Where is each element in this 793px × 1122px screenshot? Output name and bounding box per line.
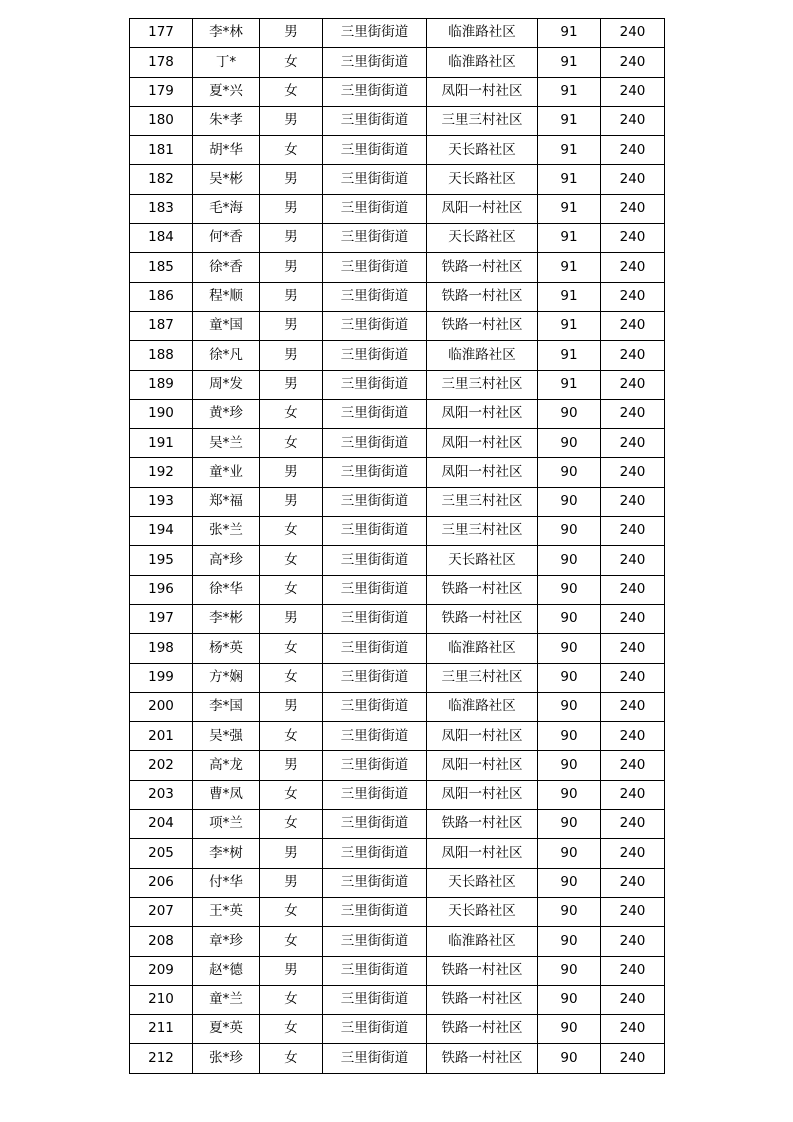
street-cell: 三里街街道 <box>323 839 427 868</box>
table-row <box>130 77 665 106</box>
name-cell: 朱*孝 <box>193 106 260 135</box>
table-row <box>130 751 665 780</box>
table-row <box>130 722 665 751</box>
table-row <box>130 253 665 282</box>
serial-number-cell: 189 <box>130 370 193 399</box>
gender-cell: 男 <box>260 341 323 370</box>
table-row <box>130 517 665 546</box>
amount-cell: 240 <box>601 1044 665 1073</box>
community-cell: 凤阳一村社区 <box>427 722 538 751</box>
gender-cell: 男 <box>260 458 323 487</box>
serial-number-cell: 191 <box>130 429 193 458</box>
gender-cell: 女 <box>260 927 323 956</box>
amount-cell: 240 <box>601 956 665 985</box>
amount-cell: 240 <box>601 19 665 48</box>
community-cell: 铁路一村社区 <box>427 575 538 604</box>
serial-number-cell: 199 <box>130 663 193 692</box>
name-cell: 曹*凤 <box>193 780 260 809</box>
age-cell: 90 <box>538 956 601 985</box>
gender-cell: 女 <box>260 429 323 458</box>
street-cell: 三里街街道 <box>323 194 427 223</box>
serial-number-cell: 182 <box>130 165 193 194</box>
community-cell: 铁路一村社区 <box>427 956 538 985</box>
name-cell: 杨*英 <box>193 634 260 663</box>
amount-cell: 240 <box>601 429 665 458</box>
amount-cell: 240 <box>601 194 665 223</box>
table-row <box>130 575 665 604</box>
name-cell: 夏*兴 <box>193 77 260 106</box>
table-row <box>130 839 665 868</box>
table-row <box>130 19 665 48</box>
table-row <box>130 546 665 575</box>
name-cell: 何*香 <box>193 224 260 253</box>
community-cell: 凤阳一村社区 <box>427 429 538 458</box>
street-cell: 三里街街道 <box>323 780 427 809</box>
street-cell: 三里街街道 <box>323 136 427 165</box>
name-cell: 丁* <box>193 48 260 77</box>
amount-cell: 240 <box>601 517 665 546</box>
gender-cell: 男 <box>260 282 323 311</box>
table-row <box>130 780 665 809</box>
serial-number-cell: 206 <box>130 868 193 897</box>
age-cell: 90 <box>538 634 601 663</box>
age-cell: 91 <box>538 224 601 253</box>
name-cell: 徐*凡 <box>193 341 260 370</box>
gender-cell: 女 <box>260 897 323 926</box>
street-cell: 三里街街道 <box>323 19 427 48</box>
table-row <box>130 985 665 1014</box>
amount-cell: 240 <box>601 663 665 692</box>
name-cell: 吴*强 <box>193 722 260 751</box>
community-cell: 天长路社区 <box>427 897 538 926</box>
table-row <box>130 604 665 633</box>
gender-cell: 女 <box>260 722 323 751</box>
age-cell: 90 <box>538 546 601 575</box>
gender-cell: 男 <box>260 194 323 223</box>
name-cell: 吴*兰 <box>193 429 260 458</box>
amount-cell: 240 <box>601 897 665 926</box>
serial-number-cell: 193 <box>130 487 193 516</box>
serial-number-cell: 194 <box>130 517 193 546</box>
table-row <box>130 48 665 77</box>
street-cell: 三里街街道 <box>323 634 427 663</box>
table-row <box>130 165 665 194</box>
name-cell: 夏*英 <box>193 1015 260 1044</box>
serial-number-cell: 181 <box>130 136 193 165</box>
table-row <box>130 897 665 926</box>
table-row <box>130 927 665 956</box>
gender-cell: 女 <box>260 399 323 428</box>
street-cell: 三里街街道 <box>323 575 427 604</box>
community-cell: 临淮路社区 <box>427 692 538 721</box>
serial-number-cell: 184 <box>130 224 193 253</box>
gender-cell: 女 <box>260 136 323 165</box>
table-row <box>130 663 665 692</box>
name-cell: 童*兰 <box>193 985 260 1014</box>
community-cell: 三里三村社区 <box>427 517 538 546</box>
community-cell: 天长路社区 <box>427 136 538 165</box>
serial-number-cell: 204 <box>130 810 193 839</box>
street-cell: 三里街街道 <box>323 956 427 985</box>
age-cell: 90 <box>538 517 601 546</box>
serial-number-cell: 180 <box>130 106 193 135</box>
amount-cell: 240 <box>601 1015 665 1044</box>
community-cell: 天长路社区 <box>427 546 538 575</box>
table-row <box>130 370 665 399</box>
age-cell: 91 <box>538 311 601 340</box>
amount-cell: 240 <box>601 780 665 809</box>
community-cell: 铁路一村社区 <box>427 810 538 839</box>
name-cell: 毛*海 <box>193 194 260 223</box>
table-row <box>130 1015 665 1044</box>
community-cell: 临淮路社区 <box>427 48 538 77</box>
age-cell: 90 <box>538 810 601 839</box>
gender-cell: 男 <box>260 839 323 868</box>
street-cell: 三里街街道 <box>323 546 427 575</box>
serial-number-cell: 183 <box>130 194 193 223</box>
street-cell: 三里街街道 <box>323 985 427 1014</box>
table-row <box>130 692 665 721</box>
table-row <box>130 311 665 340</box>
community-cell: 三里三村社区 <box>427 487 538 516</box>
street-cell: 三里街街道 <box>323 692 427 721</box>
street-cell: 三里街街道 <box>323 868 427 897</box>
amount-cell: 240 <box>601 106 665 135</box>
amount-cell: 240 <box>601 722 665 751</box>
street-cell: 三里街街道 <box>323 487 427 516</box>
amount-cell: 240 <box>601 604 665 633</box>
serial-number-cell: 188 <box>130 341 193 370</box>
name-cell: 李*国 <box>193 692 260 721</box>
name-cell: 赵*德 <box>193 956 260 985</box>
street-cell: 三里街街道 <box>323 253 427 282</box>
gender-cell: 男 <box>260 751 323 780</box>
community-cell: 铁路一村社区 <box>427 253 538 282</box>
serial-number-cell: 197 <box>130 604 193 633</box>
name-cell: 童*业 <box>193 458 260 487</box>
name-cell: 郑*福 <box>193 487 260 516</box>
street-cell: 三里街街道 <box>323 1044 427 1073</box>
age-cell: 90 <box>538 692 601 721</box>
gender-cell: 男 <box>260 692 323 721</box>
community-cell: 凤阳一村社区 <box>427 458 538 487</box>
street-cell: 三里街街道 <box>323 370 427 399</box>
table-row <box>130 224 665 253</box>
community-cell: 铁路一村社区 <box>427 985 538 1014</box>
name-cell: 高*龙 <box>193 751 260 780</box>
name-cell: 程*顺 <box>193 282 260 311</box>
serial-number-cell: 208 <box>130 927 193 956</box>
community-cell: 凤阳一村社区 <box>427 751 538 780</box>
amount-cell: 240 <box>601 224 665 253</box>
name-cell: 付*华 <box>193 868 260 897</box>
street-cell: 三里街街道 <box>323 897 427 926</box>
community-cell: 铁路一村社区 <box>427 1015 538 1044</box>
serial-number-cell: 210 <box>130 985 193 1014</box>
street-cell: 三里街街道 <box>323 282 427 311</box>
street-cell: 三里街街道 <box>323 429 427 458</box>
name-cell: 李*彬 <box>193 604 260 633</box>
name-cell: 童*国 <box>193 311 260 340</box>
gender-cell: 男 <box>260 253 323 282</box>
serial-number-cell: 203 <box>130 780 193 809</box>
age-cell: 91 <box>538 253 601 282</box>
serial-number-cell: 177 <box>130 19 193 48</box>
name-cell: 徐*华 <box>193 575 260 604</box>
age-cell: 91 <box>538 19 601 48</box>
table-row <box>130 429 665 458</box>
gender-cell: 男 <box>260 956 323 985</box>
gender-cell: 女 <box>260 546 323 575</box>
serial-number-cell: 211 <box>130 1015 193 1044</box>
name-cell: 吴*彬 <box>193 165 260 194</box>
age-cell: 90 <box>538 575 601 604</box>
table-row <box>130 1044 665 1073</box>
serial-number-cell: 205 <box>130 839 193 868</box>
amount-cell: 240 <box>601 136 665 165</box>
age-cell: 90 <box>538 429 601 458</box>
name-cell: 李*树 <box>193 839 260 868</box>
street-cell: 三里街街道 <box>323 751 427 780</box>
amount-cell: 240 <box>601 458 665 487</box>
age-cell: 90 <box>538 1015 601 1044</box>
street-cell: 三里街街道 <box>323 311 427 340</box>
age-cell: 90 <box>538 751 601 780</box>
street-cell: 三里街街道 <box>323 399 427 428</box>
street-cell: 三里街街道 <box>323 341 427 370</box>
age-cell: 90 <box>538 604 601 633</box>
table-row <box>130 399 665 428</box>
age-cell: 90 <box>538 780 601 809</box>
name-cell: 方*娴 <box>193 663 260 692</box>
street-cell: 三里街街道 <box>323 927 427 956</box>
community-cell: 铁路一村社区 <box>427 604 538 633</box>
serial-number-cell: 207 <box>130 897 193 926</box>
age-cell: 91 <box>538 106 601 135</box>
serial-number-cell: 190 <box>130 399 193 428</box>
age-cell: 91 <box>538 77 601 106</box>
community-cell: 凤阳一村社区 <box>427 77 538 106</box>
age-cell: 90 <box>538 868 601 897</box>
roster-table-body <box>130 19 665 1074</box>
street-cell: 三里街街道 <box>323 810 427 839</box>
community-cell: 凤阳一村社区 <box>427 194 538 223</box>
gender-cell: 男 <box>260 106 323 135</box>
community-cell: 天长路社区 <box>427 224 538 253</box>
name-cell: 章*珍 <box>193 927 260 956</box>
name-cell: 周*发 <box>193 370 260 399</box>
street-cell: 三里街街道 <box>323 48 427 77</box>
age-cell: 91 <box>538 282 601 311</box>
age-cell: 90 <box>538 458 601 487</box>
gender-cell: 女 <box>260 77 323 106</box>
community-cell: 临淮路社区 <box>427 927 538 956</box>
gender-cell: 女 <box>260 663 323 692</box>
community-cell: 临淮路社区 <box>427 19 538 48</box>
amount-cell: 240 <box>601 927 665 956</box>
gender-cell: 女 <box>260 48 323 77</box>
table-row <box>130 136 665 165</box>
gender-cell: 男 <box>260 868 323 897</box>
amount-cell: 240 <box>601 985 665 1014</box>
community-cell: 铁路一村社区 <box>427 311 538 340</box>
community-cell: 铁路一村社区 <box>427 1044 538 1073</box>
serial-number-cell: 192 <box>130 458 193 487</box>
age-cell: 91 <box>538 194 601 223</box>
street-cell: 三里街街道 <box>323 604 427 633</box>
age-cell: 91 <box>538 165 601 194</box>
street-cell: 三里街街道 <box>323 458 427 487</box>
age-cell: 91 <box>538 370 601 399</box>
community-cell: 三里三村社区 <box>427 663 538 692</box>
name-cell: 张*珍 <box>193 1044 260 1073</box>
amount-cell: 240 <box>601 810 665 839</box>
name-cell: 徐*香 <box>193 253 260 282</box>
table-row <box>130 956 665 985</box>
serial-number-cell: 185 <box>130 253 193 282</box>
street-cell: 三里街街道 <box>323 722 427 751</box>
street-cell: 三里街街道 <box>323 106 427 135</box>
street-cell: 三里街街道 <box>323 165 427 194</box>
age-cell: 90 <box>538 399 601 428</box>
amount-cell: 240 <box>601 575 665 604</box>
age-cell: 90 <box>538 927 601 956</box>
amount-cell: 240 <box>601 341 665 370</box>
gender-cell: 男 <box>260 487 323 516</box>
amount-cell: 240 <box>601 634 665 663</box>
table-row <box>130 341 665 370</box>
age-cell: 90 <box>538 839 601 868</box>
gender-cell: 女 <box>260 1015 323 1044</box>
community-cell: 三里三村社区 <box>427 106 538 135</box>
name-cell: 胡*华 <box>193 136 260 165</box>
name-cell: 黄*珍 <box>193 399 260 428</box>
age-cell: 90 <box>538 1044 601 1073</box>
name-cell: 高*珍 <box>193 546 260 575</box>
table-row <box>130 810 665 839</box>
community-cell: 铁路一村社区 <box>427 282 538 311</box>
gender-cell: 女 <box>260 1044 323 1073</box>
serial-number-cell: 186 <box>130 282 193 311</box>
age-cell: 91 <box>538 48 601 77</box>
community-cell: 临淮路社区 <box>427 341 538 370</box>
serial-number-cell: 187 <box>130 311 193 340</box>
table-row <box>130 282 665 311</box>
amount-cell: 240 <box>601 253 665 282</box>
gender-cell: 男 <box>260 370 323 399</box>
amount-cell: 240 <box>601 370 665 399</box>
amount-cell: 240 <box>601 546 665 575</box>
serial-number-cell: 201 <box>130 722 193 751</box>
name-cell: 项*兰 <box>193 810 260 839</box>
age-cell: 90 <box>538 985 601 1014</box>
amount-cell: 240 <box>601 751 665 780</box>
gender-cell: 男 <box>260 604 323 633</box>
serial-number-cell: 209 <box>130 956 193 985</box>
street-cell: 三里街街道 <box>323 77 427 106</box>
amount-cell: 240 <box>601 165 665 194</box>
serial-number-cell: 202 <box>130 751 193 780</box>
age-cell: 91 <box>538 136 601 165</box>
gender-cell: 男 <box>260 311 323 340</box>
age-cell: 90 <box>538 487 601 516</box>
table-row <box>130 634 665 663</box>
community-cell: 临淮路社区 <box>427 634 538 663</box>
gender-cell: 女 <box>260 634 323 663</box>
gender-cell: 男 <box>260 224 323 253</box>
amount-cell: 240 <box>601 692 665 721</box>
table-row <box>130 458 665 487</box>
table-row <box>130 106 665 135</box>
serial-number-cell: 196 <box>130 575 193 604</box>
gender-cell: 男 <box>260 19 323 48</box>
community-cell: 三里三村社区 <box>427 370 538 399</box>
table-row <box>130 194 665 223</box>
amount-cell: 240 <box>601 868 665 897</box>
name-cell: 李*林 <box>193 19 260 48</box>
name-cell: 张*兰 <box>193 517 260 546</box>
age-cell: 91 <box>538 341 601 370</box>
amount-cell: 240 <box>601 839 665 868</box>
street-cell: 三里街街道 <box>323 1015 427 1044</box>
community-cell: 天长路社区 <box>427 165 538 194</box>
table-row <box>130 487 665 516</box>
serial-number-cell: 198 <box>130 634 193 663</box>
amount-cell: 240 <box>601 399 665 428</box>
amount-cell: 240 <box>601 77 665 106</box>
serial-number-cell: 200 <box>130 692 193 721</box>
amount-cell: 240 <box>601 282 665 311</box>
gender-cell: 男 <box>260 165 323 194</box>
serial-number-cell: 195 <box>130 546 193 575</box>
name-cell: 王*英 <box>193 897 260 926</box>
street-cell: 三里街街道 <box>323 517 427 546</box>
community-cell: 凤阳一村社区 <box>427 839 538 868</box>
gender-cell: 女 <box>260 517 323 546</box>
gender-cell: 女 <box>260 985 323 1014</box>
amount-cell: 240 <box>601 487 665 516</box>
table-row <box>130 868 665 897</box>
amount-cell: 240 <box>601 311 665 340</box>
community-cell: 凤阳一村社区 <box>427 780 538 809</box>
serial-number-cell: 178 <box>130 48 193 77</box>
age-cell: 90 <box>538 663 601 692</box>
gender-cell: 女 <box>260 575 323 604</box>
serial-number-cell: 212 <box>130 1044 193 1073</box>
age-cell: 90 <box>538 897 601 926</box>
community-cell: 凤阳一村社区 <box>427 399 538 428</box>
street-cell: 三里街街道 <box>323 224 427 253</box>
community-cell: 天长路社区 <box>427 868 538 897</box>
age-cell: 90 <box>538 722 601 751</box>
roster-table <box>129 18 665 1074</box>
gender-cell: 女 <box>260 780 323 809</box>
gender-cell: 女 <box>260 810 323 839</box>
serial-number-cell: 179 <box>130 77 193 106</box>
street-cell: 三里街街道 <box>323 663 427 692</box>
amount-cell: 240 <box>601 48 665 77</box>
